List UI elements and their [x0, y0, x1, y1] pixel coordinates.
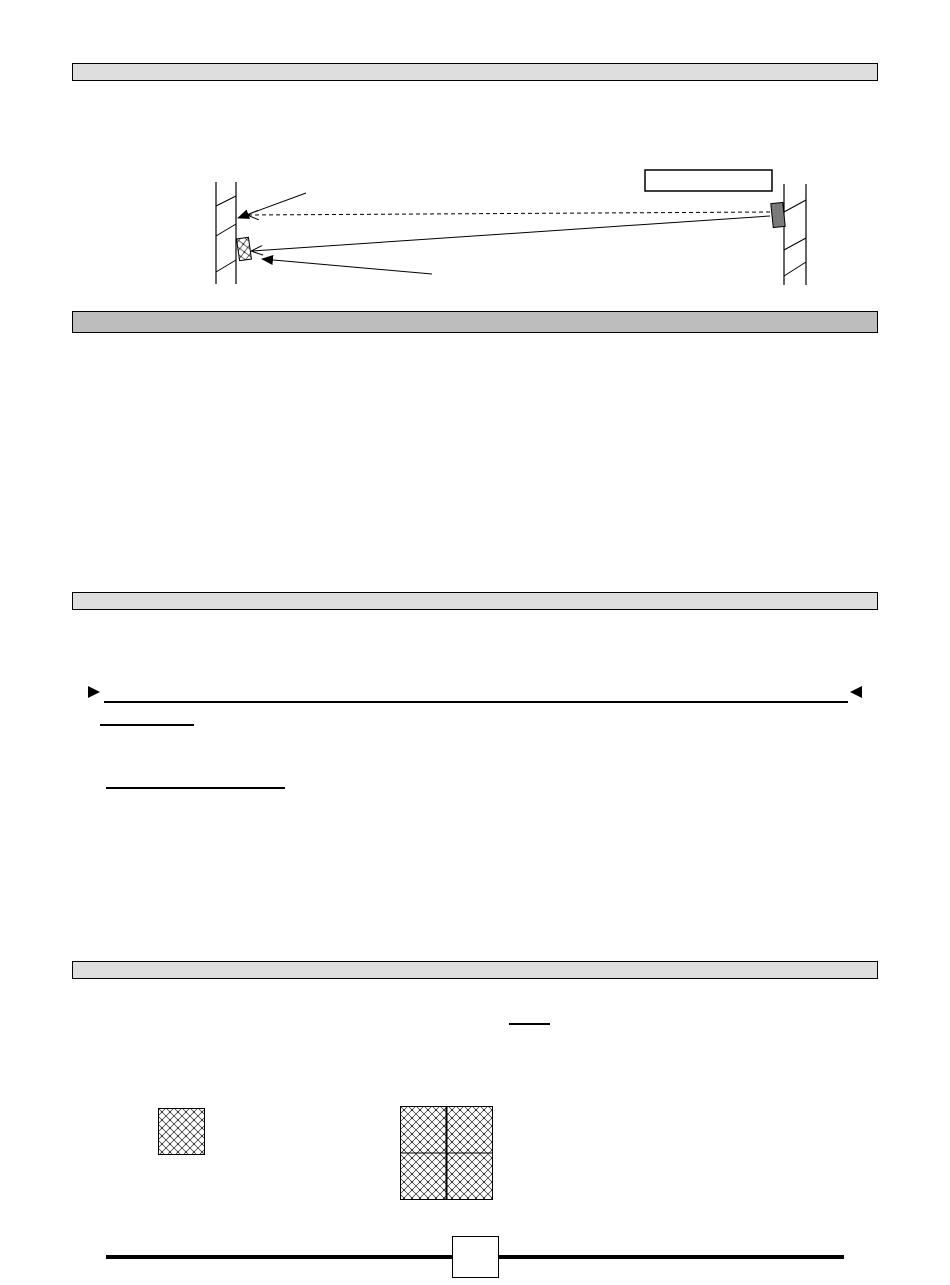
underline-medium — [106, 787, 285, 789]
underline-word — [509, 1023, 550, 1025]
emphasis-rule — [104, 701, 848, 703]
triangle-marker-right — [850, 686, 862, 698]
mounting-diagram — [0, 0, 950, 300]
diagram-label-text — [648, 172, 769, 189]
section-header-2 — [72, 311, 878, 333]
pointer-arrow-reflector — [262, 259, 432, 274]
underline-short — [100, 724, 194, 726]
page-number-box — [452, 1236, 499, 1278]
triangle-marker-left — [88, 686, 100, 698]
section-header-4 — [72, 961, 878, 979]
reflector — [237, 237, 252, 260]
reflector-single-illustration — [158, 1108, 206, 1156]
section-header-3 — [72, 592, 878, 610]
beam-solid — [252, 216, 770, 251]
right-wall — [784, 184, 806, 285]
pointer-arrow-wall — [238, 193, 306, 218]
left-wall — [216, 182, 236, 284]
reflector-quad-illustration — [400, 1106, 494, 1201]
beam-dashed — [248, 212, 770, 215]
detector-unit — [771, 202, 785, 227]
